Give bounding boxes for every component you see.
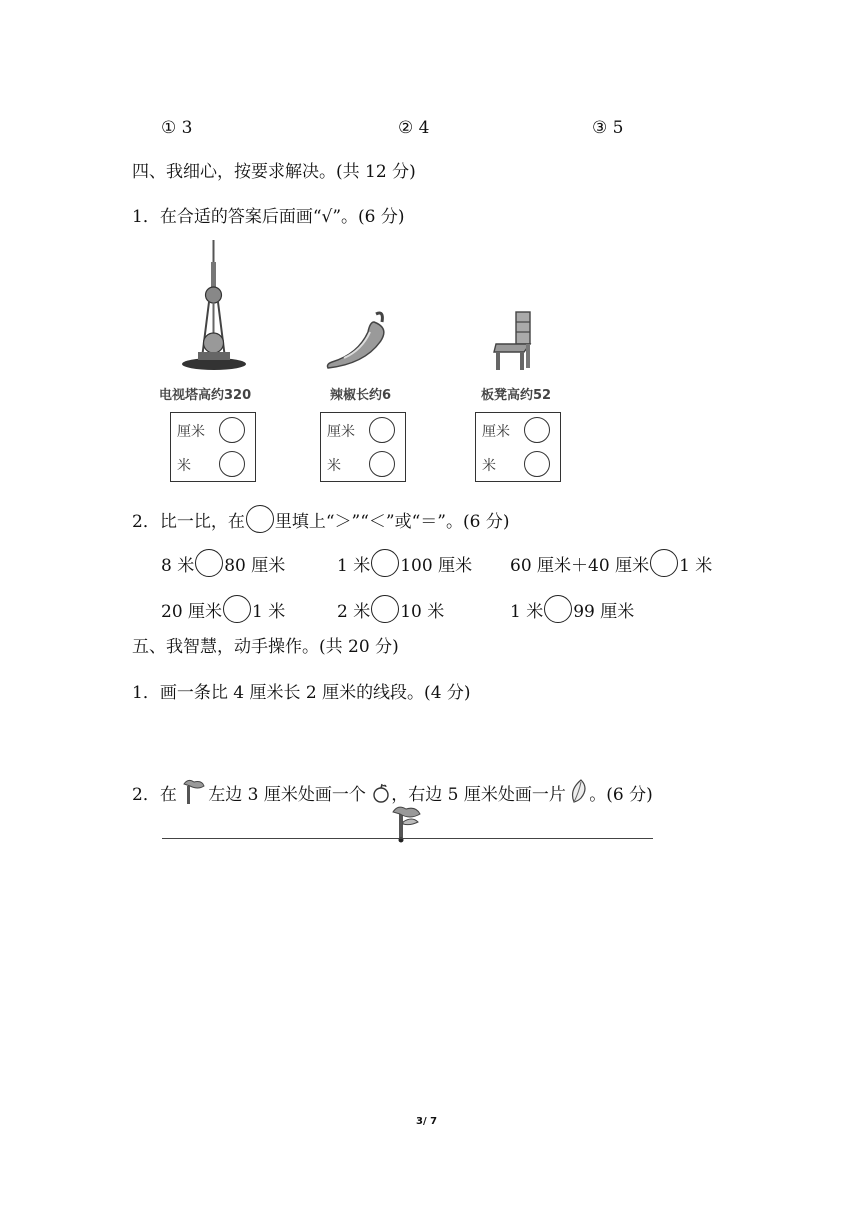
unit-label-cm: 厘米: [482, 424, 510, 440]
apple-icon: [371, 783, 391, 803]
compare-circle[interactable]: [195, 549, 223, 577]
answer-box-chili: [320, 412, 406, 482]
leaf-icon: [571, 778, 589, 804]
unit-label-m: 米: [177, 458, 191, 474]
section5-q1-text: 1．画一条比 4 厘米长 2 厘米的线段。(4 分): [132, 683, 471, 703]
compare-circle[interactable]: [223, 595, 251, 623]
circle-symbol-icon: [246, 505, 274, 533]
tv-tower-icon: [176, 240, 252, 372]
stool-caption: 板凳高约52: [481, 388, 552, 403]
option-3: ③ 5: [592, 118, 624, 138]
answer-circle-m[interactable]: [219, 451, 245, 477]
compare-item: 1 米 100 厘米: [337, 549, 472, 577]
option-2: ② 4: [398, 118, 430, 138]
answer-circle-cm[interactable]: [369, 417, 395, 443]
tree-icon: [182, 778, 208, 804]
compare-circle[interactable]: [544, 595, 572, 623]
compare-circle[interactable]: [650, 549, 678, 577]
compare-circle[interactable]: [371, 549, 399, 577]
chili-caption: 辣椒长约6: [330, 388, 392, 403]
compare-item: 20 厘米 1 米: [161, 595, 285, 623]
q2-text-after: 里填上“＞”“＜”或“＝”。(6 分): [274, 512, 510, 532]
answer-circle-cm[interactable]: [524, 417, 550, 443]
section4-q2-text: [132, 505, 509, 533]
answer-circle-m[interactable]: [524, 451, 550, 477]
answer-box-tv-tower: [170, 412, 256, 482]
unit-label-m: 米: [482, 458, 496, 474]
section5-title: 五、我智慧，动手操作。(共 20 分): [132, 637, 399, 657]
compare-item: 2 米 10 米: [337, 595, 444, 623]
drawing-baseline: [162, 838, 653, 839]
q2-text-before: 2．比一比，在: [132, 512, 245, 532]
section4-title: 四、我细心，按要求解决。(共 12 分): [132, 162, 416, 182]
chili-pepper-icon: [324, 308, 392, 372]
compare-circle[interactable]: [371, 595, 399, 623]
answer-circle-cm[interactable]: [219, 417, 245, 443]
unit-label-cm: 厘米: [177, 424, 205, 440]
page-number: 3/ 7: [416, 1116, 438, 1127]
compare-item: 60 厘米＋40 厘米 1 米: [510, 549, 712, 577]
stool-icon: [492, 310, 536, 372]
unit-label-m: 米: [327, 458, 341, 474]
option-1: ① 3: [161, 118, 193, 138]
unit-label-cm: 厘米: [327, 424, 355, 440]
compare-item: 8 米 80 厘米: [161, 549, 285, 577]
answer-circle-m[interactable]: [369, 451, 395, 477]
answer-box-stool: [475, 412, 561, 482]
section5-q2-text: 2．在 左边 3 厘米处画一个 ，右边 5 厘米处画一片 。(6 分): [132, 778, 653, 806]
compare-item: 1 米 99 厘米: [510, 595, 634, 623]
tv-tower-caption: 电视塔高约320: [159, 388, 252, 403]
section4-q1-text: 1．在合适的答案后面画“√”。(6 分): [132, 207, 405, 227]
